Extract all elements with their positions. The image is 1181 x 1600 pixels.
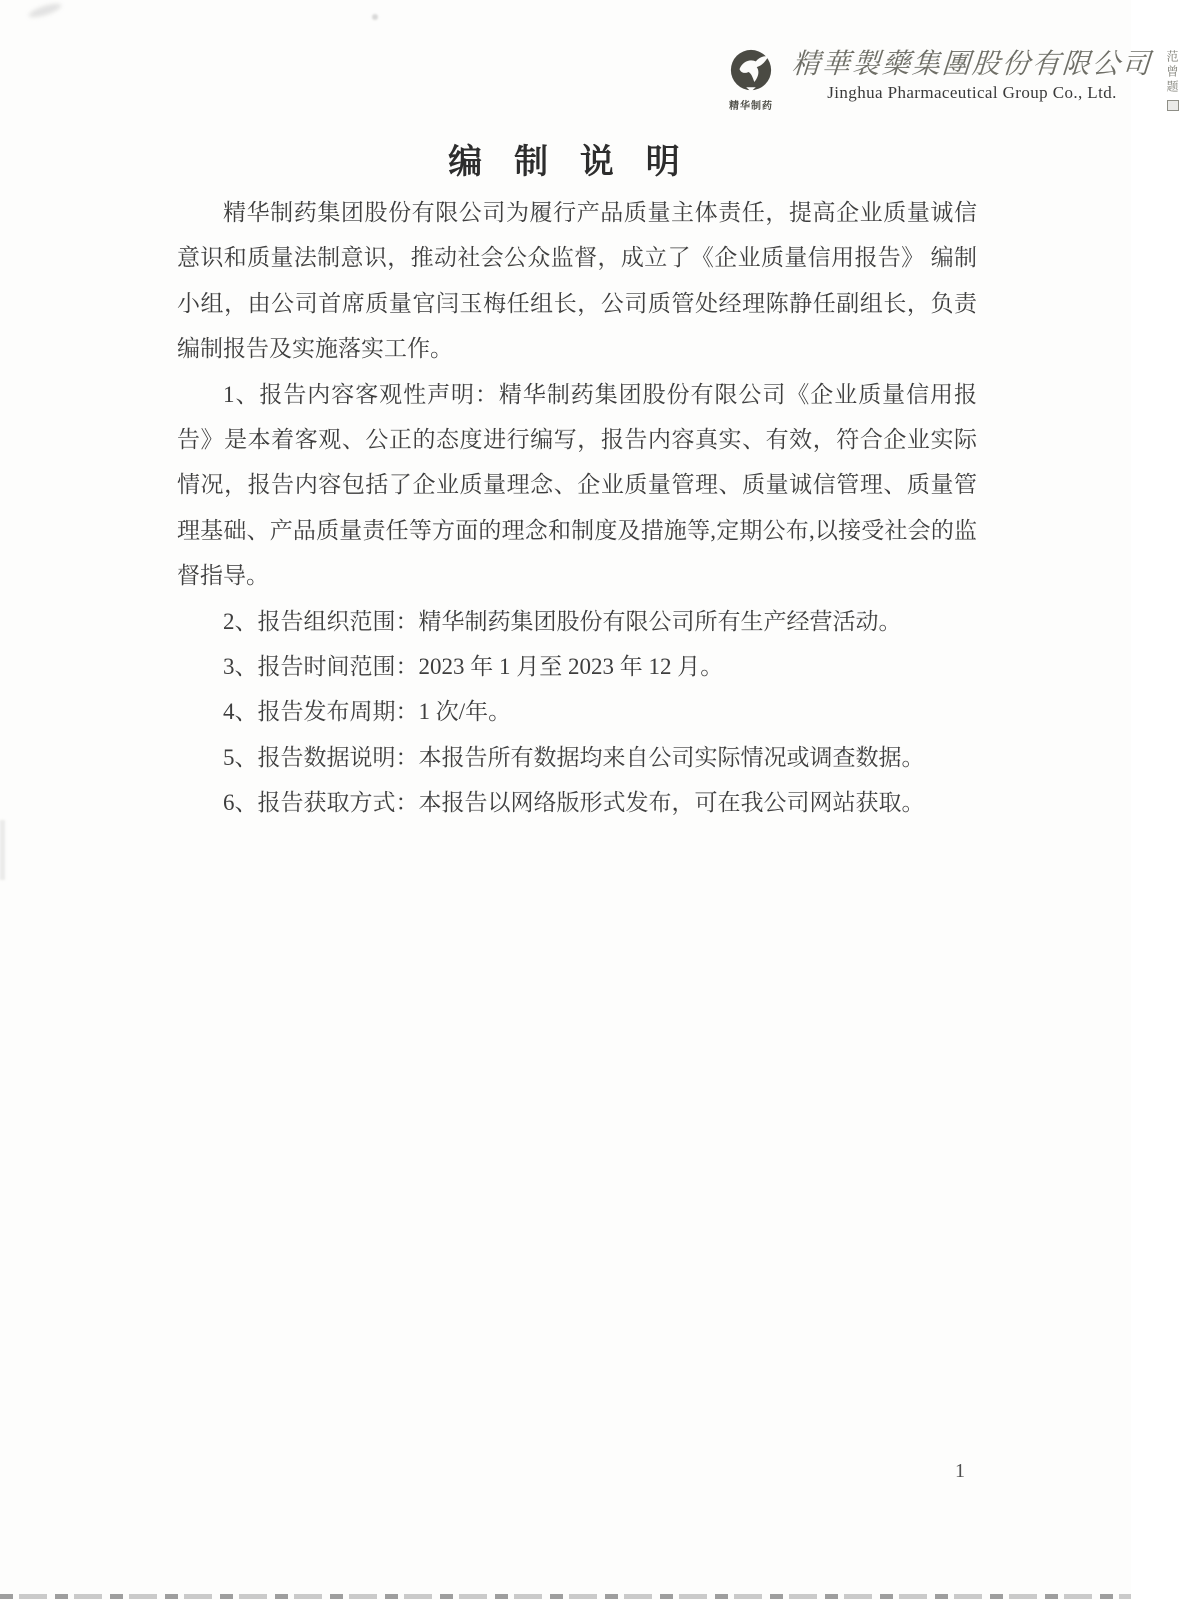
calligraphy-signature-block xyxy=(1164,50,1181,111)
page-number: 1 xyxy=(955,1460,965,1482)
company-name-zh: 精華製藥集團股份有限公司 xyxy=(790,47,1154,80)
logo-subtext: 精华制药 xyxy=(729,101,773,112)
paragraph-item-4: 4、报告发布周期：1 次/年。 xyxy=(223,699,512,725)
calligraphy-signature: 范曾题 xyxy=(1165,50,1180,95)
paragraph-item-3: 3、报告时间范围：2023 年 1 月至 2023 年 12 月。 xyxy=(223,654,724,680)
letterhead xyxy=(722,48,1181,112)
scan-artifact-edge xyxy=(0,820,5,880)
company-name-block xyxy=(792,48,1152,103)
company-name-en: Jinghua Pharmaceutical Group Co., Ltd. xyxy=(827,83,1117,103)
paragraph-item-6: 6、报告获取方式：本报告以网络版形式发布，可在我公司网站获取。 xyxy=(223,790,925,816)
paragraph-item-1: 1、报告内容客观性声明：精华制药集团股份有限公司《企业质量信用报告》是本着客观、公正的态度进行编写，报告内容真实、有效，符合企业实际情况，报告内容包括了企业质量理念、企业质量管理、质量诚信管理、质量管理基础、产品质量责任等方面的理念和制度及措施等,定期公布,以接受社会的监督指导。 xyxy=(177,381,977,589)
paragraph-intro: 精华制药集团股份有限公司为履行产品质量主体责任，提高企业质量诚信意识和质量法制意识，推动社会公众监督，成立了《企业质量信用报告》 编制小组，由公司首席质量官闫玉梅任组长，公司质管处经理陈静任副组长，负责编制报告及实施落实工作。 xyxy=(177,200,977,362)
scan-artifact-dot xyxy=(372,14,378,20)
bird-in-circle-icon xyxy=(728,48,774,94)
seal-stamp-icon xyxy=(1167,100,1179,111)
document-body xyxy=(177,190,977,826)
paragraph-item-5: 5、报告数据说明：本报告所有数据均来自公司实际情况或调查数据。 xyxy=(223,744,925,770)
scan-artifact-corner xyxy=(27,1,62,20)
paragraph-item-2: 2、报告组织范围：精华制药集团股份有限公司所有生产经营活动。 xyxy=(223,608,902,634)
company-logo xyxy=(722,48,780,112)
scan-artifact-bottom-line xyxy=(0,1594,1131,1599)
page-title: 编 制 说 明 xyxy=(448,142,683,182)
